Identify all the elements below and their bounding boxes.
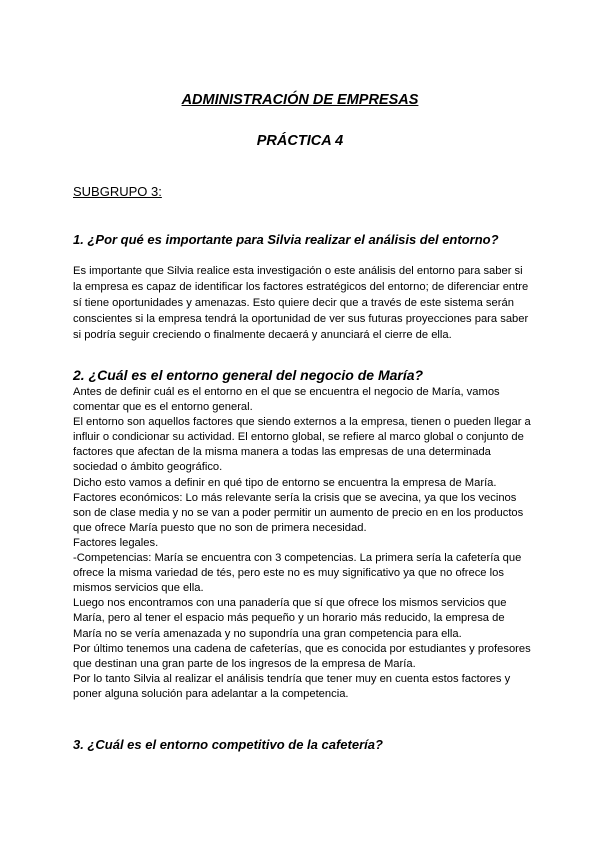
answer-line: influir o condicionar su actividad. El entorno global, se refiere al marco global o conjunto de	[73, 431, 524, 444]
answer-line: ofrece la misma variedad de tés, pero este no es muy significativo ya que no ofrece los	[73, 567, 504, 580]
question-3-heading: 3. ¿Cuál es el entorno competitivo de la cafetería?	[73, 737, 383, 752]
answer-line: Factores económicos: Lo más relevante sería la crisis que se avecina, ya que los vecinos	[73, 491, 517, 504]
subgroup-label: SUBGRUPO 3:	[73, 184, 162, 199]
answer-line: sociedad o ámbito geográfico.	[73, 461, 223, 474]
answer-line: que ofrece María puesto que no son de primera necesidad.	[73, 521, 367, 534]
answer-line: que destinan una gran parte de los ingresos de la empresa de María.	[73, 657, 416, 670]
question-1-answer	[73, 264, 535, 344]
question-2-answer	[73, 385, 535, 702]
document-subtitle: PRÁCTICA 4	[256, 133, 344, 149]
answer-line: conscientes si la empresa tendrá la oportunidad de ver sus futuras proyecciones para saber	[73, 312, 529, 325]
answer-line: sí tiene oportunidades y amenazas. Esto quiere decir que a través de este sistema serán	[73, 296, 514, 309]
answer-line: El entorno son aquellos factores que siendo externos a la empresa, tienen o pueden llegar a	[73, 416, 531, 429]
answer-line: Es importante que Silvia realice esta investigación o este análisis del entorno para saber si	[73, 265, 523, 277]
answer-line: Por lo tanto Silvia al realizar el análisis tendría que tener muy en cuenta estos factores y	[73, 672, 511, 685]
answer-line: María, pero al tener el espacio más pequeño y un horario más reducido, la empresa de	[73, 612, 505, 625]
answer-line: mismos servicios que ella.	[73, 582, 204, 595]
answer-line: la empresa es capaz de identificar los factores estratégicos del entorno; de diferenciar entre	[73, 280, 529, 293]
answer-line: poner alguna solución para adelantar a la competencia.	[73, 687, 349, 700]
answer-line: si podría seguir creciendo o finalmente decaerá y anunciará el cierre de ella.	[73, 328, 452, 341]
answer-line: Dicho esto vamos a definir en qué tipo de entorno se encuentra la empresa de María.	[73, 476, 497, 489]
answer-line: -Competencias: María se encuentra con 3 competencias. La primera sería la cafetería que	[73, 552, 522, 565]
answer-line: Antes de definir cuál es el entorno en el que se encuentra el negocio de María, vamos	[73, 386, 500, 398]
answer-line: Luego nos encontramos con una panadería que sí que ofrece los mismos servicios que	[73, 597, 507, 610]
answer-line: factores que afectan de la misma manera a todas las empresas de una determinada	[73, 446, 491, 459]
answer-line: son de clase media y no se van a poder permitir un aumento de precio en en los productos	[73, 506, 524, 519]
document-title: ADMINISTRACIÓN DE EMPRESAS	[181, 92, 419, 108]
question-2-heading: 2. ¿Cuál es el entorno general del negocio de María?	[73, 367, 424, 383]
answer-line: María no se vería amenazada y no supondría una gran competencia para ella.	[73, 627, 462, 640]
question-1-heading: 1. ¿Por qué es importante para Silvia realizar el análisis del entorno?	[73, 232, 499, 247]
answer-line: Factores legales.	[73, 536, 159, 549]
answer-line: comentar que es el entorno general.	[73, 401, 253, 414]
answer-line: Por último tenemos una cadena de cafeterías, que es conocida por estudiantes y profesores	[73, 642, 531, 655]
